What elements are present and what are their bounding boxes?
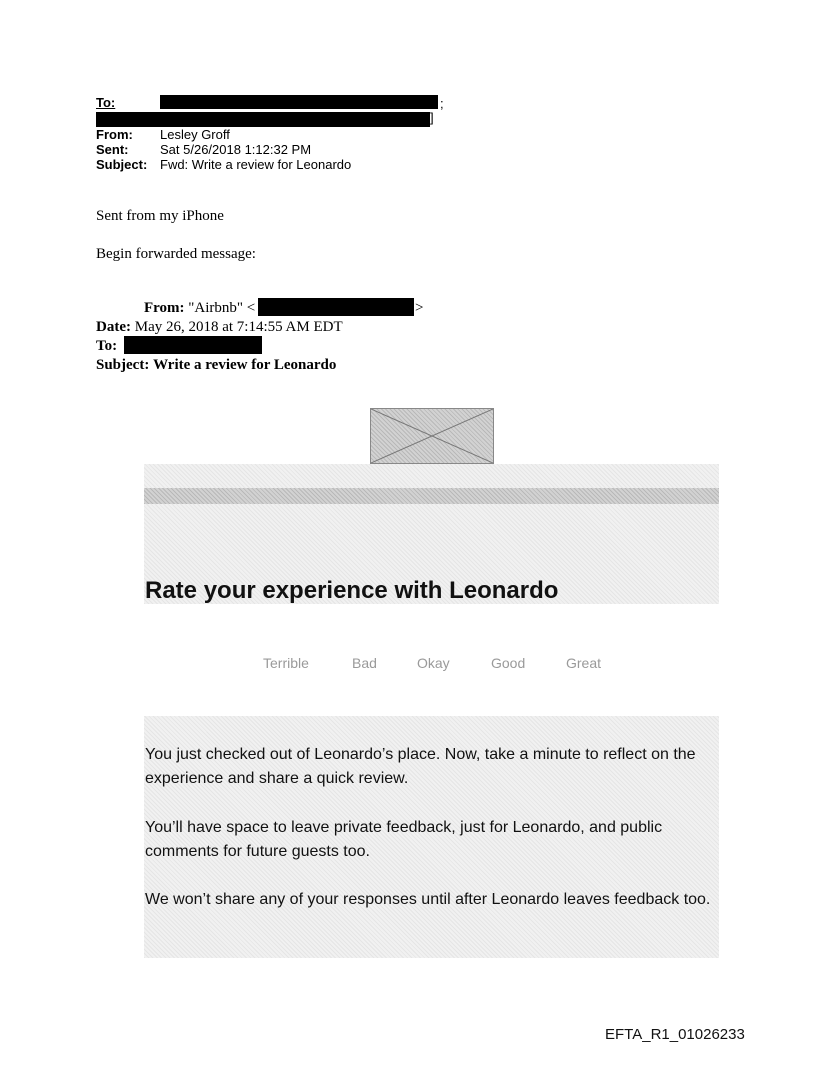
subject-label: Subject:: [96, 157, 148, 172]
to-separator: ;: [440, 96, 444, 111]
to-end-bracket: ]: [430, 110, 434, 125]
fwd-subject-label: Subject:: [96, 357, 150, 373]
sent-label: Sent:: [96, 142, 129, 157]
redaction-block: [160, 95, 438, 109]
fwd-to-label: To:: [96, 338, 118, 354]
message-paragraph-1: You just checked out of Leonardo’s place. Now, take a minute to reflect on the experience and share a quick review.: [145, 746, 696, 787]
redaction-block: [258, 298, 414, 316]
fwd-date-label: Date:: [96, 319, 131, 335]
fwd-from-label: From:: [144, 300, 185, 316]
redaction-block: [96, 112, 430, 127]
fwd-date-value: May 26, 2018 at 7:14:55 AM EDT: [134, 319, 343, 335]
from-label: From:: [96, 127, 133, 142]
divider-bar: [144, 488, 719, 504]
rating-terrible[interactable]: Terrible: [263, 655, 309, 671]
document-id: EFTA_R1_01026233: [605, 1026, 745, 1043]
rating-okay[interactable]: Okay: [417, 655, 450, 671]
rating-good[interactable]: Good: [491, 655, 526, 671]
sent-value: Sat 5/26/2018 1:12:32 PM: [160, 142, 312, 157]
fwd-from-value: "Airbnb" <: [188, 300, 256, 316]
fwd-from-end: >: [415, 300, 424, 316]
to-label: To:: [96, 95, 116, 110]
fwd-subject-value: Write a review for Leonardo: [153, 357, 337, 373]
message-paragraph-3: We won’t share any of your responses until after Leonardo leaves feedback too.: [145, 891, 711, 908]
sent-from-line: Sent from my iPhone: [96, 208, 224, 224]
headline: Rate your experience with Leonardo: [145, 577, 559, 604]
rating-great[interactable]: Great: [566, 655, 602, 671]
image-placeholder: [370, 408, 494, 464]
broken-image-icon: [371, 409, 493, 463]
from-value: Lesley Groff: [160, 127, 230, 142]
rating-bad[interactable]: Bad: [352, 655, 377, 671]
message-paragraph-2: You’ll have space to leave private feedback, just for Leonardo, and public comments for future guests too.: [145, 819, 663, 860]
redaction-block: [124, 336, 262, 354]
subject-value: Fwd: Write a review for Leonardo: [160, 157, 352, 172]
begin-forwarded-line: Begin forwarded message:: [96, 246, 256, 262]
